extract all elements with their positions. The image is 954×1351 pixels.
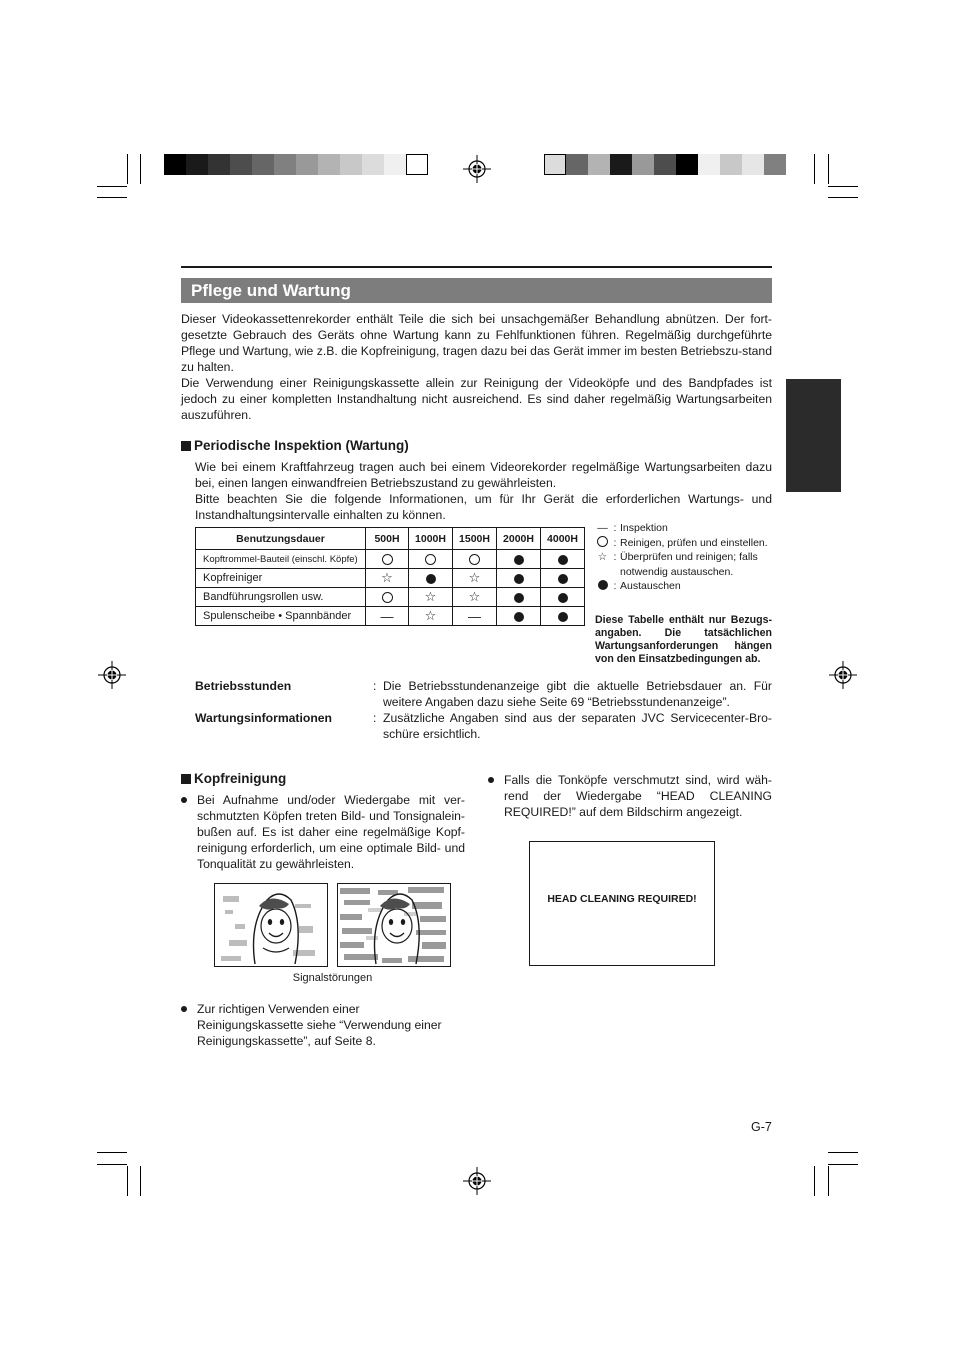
open-circle-icon [597,536,608,547]
legend-item: : Reinigen, prüfen und einstellen. [595,536,775,551]
grayscale-strip-left [164,154,428,175]
bullet-text: Zur richtigen Verwenden einer Reinigungskassette siehe “Verwendung einer Reinigungskassette”, auf Seite 8. [197,1002,442,1048]
filled-circle-icon [558,574,568,584]
bullet-text: Falls die Tonköpfe verschmutzt sind, wird wäh-rend der Wiedergabe “HEAD CLEANING REQUIRED!” auf dem Bildschirm angezeigt. [504,773,772,819]
table-cell [366,550,409,569]
title-rule [181,266,772,268]
filled-circle-icon [514,555,524,565]
table-header-row [196,528,585,550]
illustration-caption: Signalstörungen [292,972,373,984]
filled-circle-icon [558,612,568,622]
definition-item: Betriebsstunden : Die Betriebsstundenanzeige gibt die aktuelle Betriebsdauer an. Für weitere Angaben dazu siehe Seite 69 “Betriebsstundenanzeige”. [195,679,772,709]
page-number: G-7 [751,1120,772,1134]
bullet-item [504,772,772,820]
definition-term: Wartungsinformationen [195,711,332,725]
filled-circle-icon [598,580,608,590]
maintenance-table [195,527,585,626]
definition-text: Zusätzliche Angaben sind aus der separaten JVC Servicecenter-Bro-schüre ersichtlich. [383,711,772,741]
filled-circle-icon [558,593,568,603]
table-legend [595,521,775,594]
table-row-label: Spulenscheibe • Spannbänder [196,607,366,626]
table-row-label: Kopftrommel-Bauteil (einschl. Köpfe) [196,550,366,569]
inspection-text [195,459,772,523]
legend-item: ☆ : Überprüfen und reinigen; falls notwendig austauschen. [595,550,775,579]
page-title: Pflege und Wartung [191,281,351,300]
table-row-label: Bandführungsrollen usw. [196,588,366,607]
illustration-face-noise-heavy [337,883,451,967]
definition-item: Wartungsinformationen : Zusätzliche Angaben sind aus der separaten JVC Servicecenter-Bro-schüre ersichtlich. [195,711,772,741]
table-cell [453,550,497,569]
table-cell [409,550,453,569]
intro-paragraph: Die Verwendung einer Reinigungskassette allein zur Reinigung der Videoköpfe und des Bandpfades ist jedoch zu einer kompletten Instandhaltung nicht ausreichend. Es sind daher regelmäßig Wartungsarbeiten auszuführen. [181,376,772,422]
star-outline-icon: ☆ [381,570,393,585]
filled-circle-icon [514,593,524,603]
registration-mark-icon [829,661,857,689]
intro-paragraph: Dieser Videokassettenrekorder enthält Teile die sich bei unsachgemäßer Behandlung abnützen. Der fort-gesetzte Gebrauch des Geräts ohne Wartung kann zu Fehlfunktionen führen. Regelmäßig durchgeführte Pflege und Wartung, wie z.B. die Kopfreinigung, tragen dazu bei das Gerät immer im besten Betriebszu-stand zu halten. [181,312,772,374]
table-cell [366,607,409,626]
tv-screen-illustration [529,841,715,966]
definition-text: Die Betriebsstundenanzeige gibt die aktuelle Betriebsdauer an. Für weitere Angaben dazu siehe Seite 69 “Betriebsstundenanzeige”. [383,679,772,709]
legend-text: Austauschen [620,580,681,592]
bullet-item [197,792,465,872]
star-outline-icon: ☆ [468,570,481,585]
section-heading-head-cleaning [181,771,286,786]
grayscale-strip-right [544,154,786,175]
legend-item: : Austauschen [595,579,775,594]
registration-mark-icon [463,155,491,183]
table-note: Diese Tabelle enthält nur Bezugs-angaben. Die tatsächlichen Wartungsanforderungen hängen von den Einsatzbedingungen ab. [595,614,772,665]
table-cell [366,588,409,607]
open-circle-icon [425,554,436,565]
star-outline-icon: ☆ [597,551,608,563]
open-circle-icon [469,554,480,565]
table-cell [453,569,497,588]
table-cell [497,550,541,569]
filled-circle-icon [514,612,524,622]
table-row-label: Kopfreiniger [196,569,366,588]
registration-mark-icon [463,1167,491,1195]
open-circle-icon [382,554,393,565]
legend-symbol [595,521,610,536]
table-header: 2000H [497,528,541,550]
title-bar [181,278,772,303]
table-cell [541,588,585,607]
table-cell [541,607,585,626]
section-heading-text: Kopfreinigung [194,771,287,786]
face-illustration [338,884,450,966]
legend-text: Reinigen, prüfen und einstellen. [620,536,768,549]
section-heading-inspection [181,438,409,453]
bullet-item [197,1001,465,1049]
legend-symbol [595,579,610,594]
legend-text: Überprüfen und reinigen; falls notwendig austauschen. [620,551,758,578]
face-illustration [215,884,327,966]
chapter-side-tab [786,379,841,492]
legend-item: — : Inspektion [595,521,775,536]
bullet-text: Bei Aufnahme und/oder Wiedergabe mit ver-schmutzten Köpfen treten Bild- und Tonsignalein-bußen auf. Es ist daher eine regelmäßige Kopf-reinigung erforderlich, um eine optimale Bild- und Tonqualität zu gewährleisten. [197,793,465,871]
table-cell [409,569,453,588]
table-row [196,607,585,626]
filled-circle-icon [558,555,568,565]
inspection-paragraph: Bitte beachten Sie die folgende Informationen, um für Ihr Gerät die erforderlichen Wartungs- und Instandhaltungsintervalle einhalten zu können. [195,492,772,522]
table-header: 1000H [409,528,453,550]
table-cell [541,569,585,588]
table-cell [453,607,497,626]
inspection-paragraph: Wie bei einem Kraftfahrzeug tragen auch bei einem Videorekorder regelmäßige Wartungsarbeiten dazu bei, einen langen einwandfreien Betriebszustand zu gewährleisten. [195,460,772,490]
table-cell [541,550,585,569]
open-circle-icon [382,592,393,603]
filled-circle-icon [514,574,524,584]
screen-message: HEAD CLEANING REQUIRED! [547,893,697,905]
dash-icon: — [597,522,608,534]
bullet-dot-icon [181,1006,187,1012]
dash-icon: — [468,608,481,624]
square-bullet-icon [181,441,191,451]
definition-list [195,678,772,742]
star-outline-icon: ☆ [424,589,437,604]
bullet-dot-icon [181,797,187,803]
table-cell [497,588,541,607]
table-cell [497,569,541,588]
table-cell [497,607,541,626]
section-heading-text: Periodische Inspektion (Wartung) [194,438,409,453]
table-header: 4000H [541,528,585,550]
table-header: 500H [366,528,409,550]
table-cell [453,588,497,607]
table-row [196,588,585,607]
dash-icon: — [380,608,394,624]
square-bullet-icon [181,774,191,784]
table-cell [409,607,453,626]
intro-text [181,311,772,423]
illustration-face-noise-light [214,883,328,967]
star-outline-icon: ☆ [468,589,481,604]
star-outline-icon: ☆ [424,608,437,623]
legend-symbol [595,536,610,551]
table-row [196,569,585,588]
table-header: 1500H [453,528,497,550]
table-header: Benutzungsdauer [196,528,366,550]
filled-circle-icon [426,574,436,584]
table-cell [409,588,453,607]
table-cell [366,569,409,588]
definition-term: Betriebsstunden [195,679,292,693]
table-row [196,550,585,569]
bullet-dot-icon [488,777,494,783]
registration-mark-icon [98,661,126,689]
legend-symbol [595,550,610,579]
legend-text: Inspektion [620,522,668,534]
